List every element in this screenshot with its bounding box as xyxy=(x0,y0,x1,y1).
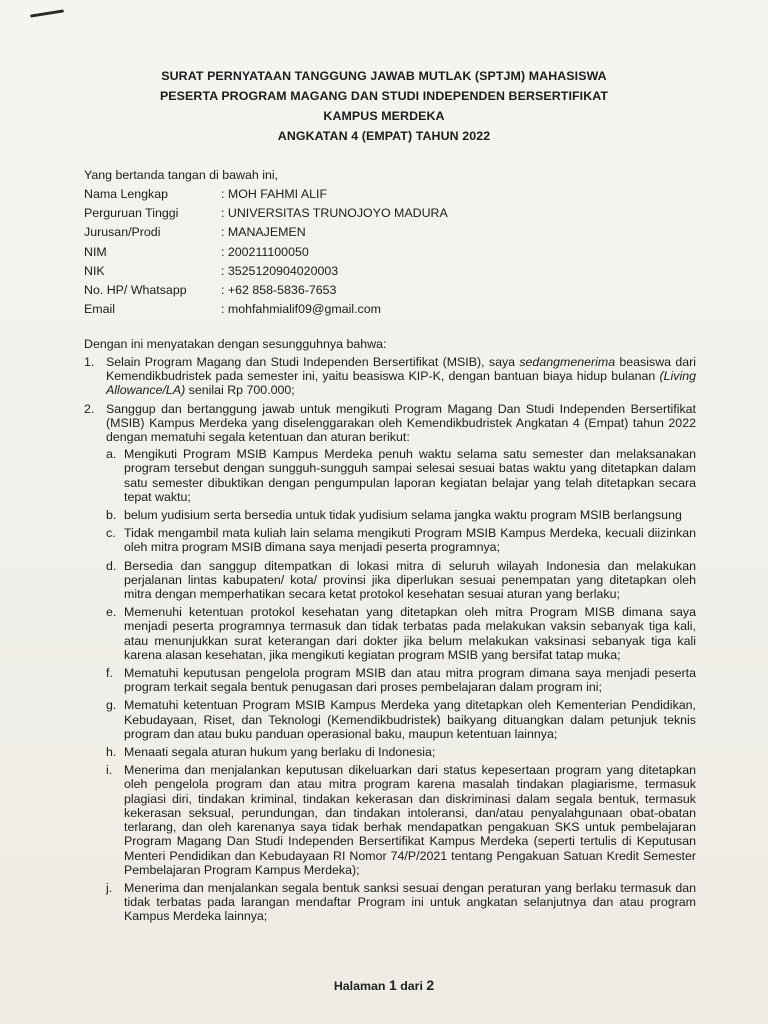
sub-text: Mengikuti Program MSIB Kampus Merdeka penuh waktu selama satu semester dan melaksanakan program tersebut dengan sungguh-sungguh sampai selesai sesuai batas waktu yang ditetapkan dalam satu semester dibuktikan dengan pengumpulan laporan kegiatan belajar yang telah ditetapkan secara tepat waktu; xyxy=(124,447,696,504)
item-text xyxy=(106,355,696,398)
sub-item-f xyxy=(106,666,696,694)
sub-text: Mematuhi keputusan pengelola program MSIB dan atau mitra program dimana saya menjadi peserta program terkait segala bentuk penugasan dari proses pembelajaran dalam program ini; xyxy=(124,666,696,695)
text-run-italic: sedangmenerima xyxy=(519,355,616,369)
field-label: No. HP/ Whatsapp xyxy=(84,282,187,297)
field-label: NIM xyxy=(84,244,107,259)
sub-item-d xyxy=(106,559,696,602)
sub-mark: d. xyxy=(106,558,117,573)
sub-item-c xyxy=(106,526,696,554)
text-run-italic: (Living Allowance/LA) xyxy=(106,369,696,398)
sub-item-j xyxy=(106,881,696,924)
field-value: : 200211100050 xyxy=(221,244,309,259)
field-value: : mohfahmialif09@gmail.com xyxy=(221,302,381,317)
sub-item-e xyxy=(106,605,696,662)
sub-text: Menerima dan menjalankan keputusan dikeluarkan dari status kepesertaan program yang ditetapkan oleh pengelola program dan atau mitra program karena masalah tindakan plagiarisme, termasuk plagiasi diri, tindakan kriminal, tindakan kekerasan dan diskriminasi dalam segala bentuk, termasuk kekerasan seksual, perundungan, dan tindakan intoleransi, dan/atau penyalahgunaan obat-obatan terlarang, dan oleh karenanya saya tidak berhak mendapatkan pengakuan SKS untuk pembelajaran Program Magang Dan Studi Independen Bersertifikat Kampus Merdeka (seperti tertulis di Keputusan Menteri Pendidikan dan Kebudayaan RI Nomor 74/P/2021 tentang Pengakuan Satuan Kredit Semester Pembelajaran Program Kampus Merdeka); xyxy=(124,763,696,877)
sub-item-b xyxy=(106,508,696,522)
footer-prefix: Halaman xyxy=(333,979,386,993)
text-run: Selain Program Magang dan Studi Independen Bersertifikat (MSIB), saya xyxy=(106,355,520,369)
footer-separator: dari xyxy=(400,979,423,993)
field-value: : 3525120904020003 xyxy=(221,263,339,278)
item-text: Sanggup dan bertanggung jawab untuk mengikuti Program Magang Dan Studi Independen Bersertifikat (MSIB) Kampus Merdeka yang diselenggarakan oleh Kemendikbudristek Angkatan 4 (Empat) tahun 2022 dengan mematuhi segala ketentuan dan aturan berikut: xyxy=(106,401,696,445)
sub-text: Memenuhi ketentuan protokol kesehatan yang ditetapkan oleh mitra Program MISB dimana saya menjadi peserta programnya termasuk dan tidak terbatas pada melakukan vaksin sebanyak tiga kali, atau menunjukkan surat keterangan dari dokter jika belum melakukan vaksinasi sebanyak tiga kali karena alasan kesehatan, jika mengikuti kegiatan program MSIB yang bersifat tatap muka; xyxy=(124,605,696,662)
sub-mark: h. xyxy=(106,745,117,760)
sub-text: Mematuhi ketentuan Program MSIB Kampus Merdeka yang ditetapkan oleh Kementerian Pendidikan, Kebudayaan, Riset, dan Teknologi (Kemendikbudristek) baikyang dituangkan dalam petunjuk teknis program dan atau buku panduan operasional baku, maupun ketentuan lainnya; xyxy=(124,698,696,741)
field-value: : MANAJEMEN xyxy=(221,225,306,240)
field-label: Perguruan Tinggi xyxy=(84,206,179,221)
sub-text: belum yudisium serta bersedia untuk tidak yudisium selama jangka waktu program MSIB berlangsung xyxy=(124,508,682,523)
sub-mark: b. xyxy=(106,508,117,523)
field-row xyxy=(84,282,684,301)
sub-text: Bersedia dan sanggup ditempatkan di lokasi mitra di seluruh wilayah Indonesia dan melakukan perjalanan lintas kabupaten/ kota/ provinsi jika diperlukan sesuai penempatan yang ditetapkan oleh mitra dengan memperhatikan secara ketat protokol kesehatan sesuai aturan yang berlaku; xyxy=(124,558,696,602)
pen-mark xyxy=(30,9,64,17)
sub-mark: g. xyxy=(106,698,117,713)
sub-mark: c. xyxy=(106,526,116,541)
field-label: Nama Lengkap xyxy=(84,187,169,201)
text-run: senilai Rp 700.000; xyxy=(185,383,295,398)
sub-item-h xyxy=(106,745,696,759)
sub-mark: i. xyxy=(106,763,113,778)
intro-text: Yang bertanda tangan di bawah ini, xyxy=(84,168,279,182)
footer-total-pages: 2 xyxy=(426,977,435,993)
text-run: beasiswa dari Kemendikbudristek pada semester ini, yaitu beasiswa KIP-K, dengan bantuan biaya hidup bulanan xyxy=(106,355,697,384)
field-row xyxy=(84,263,684,282)
sub-text: Menerima dan menjalankan segala bentuk sanksi sesuai dengan peraturan yang berlaku termasuk dan tidak terbatas pada larangan mendaftar Program ini untuk angkatan selanjutnya dan atau program Kampus Merdeka lainnya; xyxy=(124,880,696,924)
item-number: 1. xyxy=(84,355,95,369)
field-label: NIK xyxy=(84,263,105,278)
field-row xyxy=(84,244,684,263)
sub-text: Menaati segala aturan hukum yang berlaku di Indonesia; xyxy=(124,745,436,760)
sub-mark: j. xyxy=(106,880,113,895)
sub-item-i xyxy=(106,763,696,877)
field-value: : UNIVERSITAS TRUNOJOYO MADURA xyxy=(221,206,448,221)
sub-item-g xyxy=(106,698,696,741)
statement-list xyxy=(84,355,696,924)
title-line-4: ANGKATAN 4 (EMPAT) TAHUN 2022 xyxy=(277,129,491,143)
field-row xyxy=(84,301,684,320)
identity-fields xyxy=(84,186,684,320)
field-label: Jurusan/Prodi xyxy=(84,225,161,240)
field-row xyxy=(84,205,684,224)
sub-mark: f. xyxy=(106,666,113,681)
document-title xyxy=(0,66,768,146)
title-line-3: KAMPUS MERDEKA xyxy=(323,109,445,123)
footer-current-page: 1 xyxy=(388,977,397,993)
sub-item-a xyxy=(106,447,696,504)
field-row xyxy=(84,186,684,205)
sub-mark: a. xyxy=(106,447,117,462)
list-item-2 xyxy=(84,402,696,445)
page-footer xyxy=(0,977,768,993)
field-label: Email xyxy=(84,302,115,317)
title-line-1: SURAT PERNYATAAN TANGGUNG JAWAB MUTLAK (SPTJM) MAHASISWA xyxy=(161,69,607,83)
sub-text: Tidak mengambil mata kuliah lain selama mengikuti Program MSIB Kampus Merdeka, kecuali diizinkan oleh mitra program MSIB dimana saya menjadi peserta programnya; xyxy=(124,526,696,555)
statement-text: Dengan ini menyatakan dengan sesungguhnya bahwa: xyxy=(84,337,387,351)
field-value: : +62 858-5836-7653 xyxy=(221,282,337,297)
field-value: : MOH FAHMI ALIF xyxy=(221,187,328,201)
item-number: 2. xyxy=(84,401,95,416)
sub-mark: e. xyxy=(106,605,117,620)
title-line-2: PESERTA PROGRAM MAGANG DAN STUDI INDEPENDEN BERSERTIFIKAT xyxy=(159,89,609,103)
field-row xyxy=(84,224,684,243)
list-item-1 xyxy=(84,355,696,398)
